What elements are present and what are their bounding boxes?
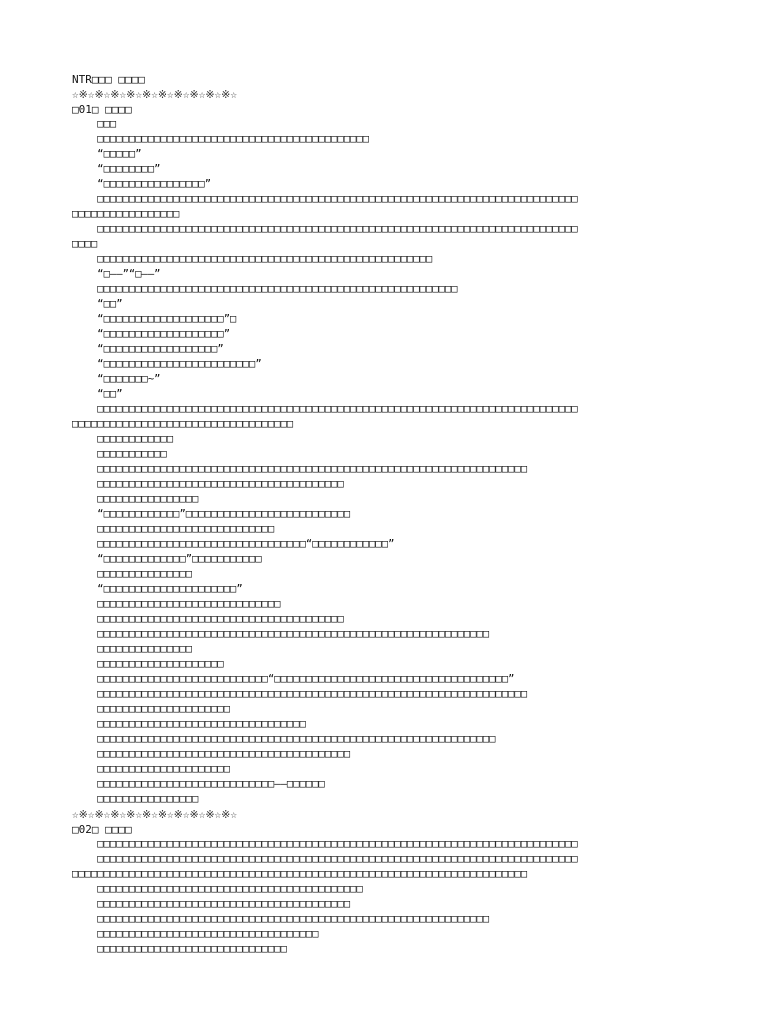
text-line: □□□□□□□□□□□□ [72,433,174,445]
text-line: “□□□□□□□□□□□□□□□□□□” [72,343,224,355]
document-body [72,72,696,957]
text-line: □□□ [72,118,117,130]
text-line: □□□□□□□□□□□□□□□□□□□□□□□□□□□□□□□□□□□□□□□□□□□□□□□□□□□□□□□□□□□□□□□□□□□□□□□□□□□□ [72,853,578,865]
text-line: “□□□□□□□□□□□□”□□□□□□□□□□□□□□□□□□□□□□□□□□ [72,508,351,520]
text-line: □□□□□□□□□□□□□□□□□□□□□□□□□□□□□□□□□□□□□□□□□□□□□□□□□□□□□ [72,253,433,265]
text-line: “□□□□□□□□□□□□□□□□□□□□□□□□” [72,358,262,370]
text-line: □□□□□□□□□□□□□□□□□□□□□□□□□□□□□□□□□□□□□□□□ [72,748,351,760]
text-line: □□□□□□□□□□□□□□□□□□□□ [72,658,224,670]
text-line: □□□□□□□□□□□□□□□□□□□□□□□□□□□□□□□□□□□□□□□ [72,478,344,490]
text-line: □□□□□□□□□□□□□□□□□□□□□□□□□□□□□□ [72,943,287,955]
text-line: □□□□□□□□□□□□□□□□□□□□□□□□□□□□□□□□□□□□□□□ [72,613,344,625]
text-line: □□□□□□□□□□□□□□□□ [72,793,199,805]
text-line: □□□□□□□□□□□□□□□□□□□□□□□□□□□□□□□□□“□□□□□□□□□□□□” [72,538,395,550]
text-line: “□□” [72,298,123,310]
text-line: □□□□□□□□□□□□□□□ [72,643,193,655]
text-line: □□□□□□□□□□□□□□□□□□□□□□□□□□□□□□□□□□□ [72,928,319,940]
text-line: □□□□□□□□□□□□□□□□□□□□□□□□□□□□□□□□□□□□□□□□□□□□□□□□□□□□□□□□□□□□□□ [72,628,490,640]
text-line: □□□□□□□□□□□□□□□□□□□□□□□□□□□□□□□□□□□□□□□□□□□□□□□□□□□□□□□□□□□□□□□□□□□□□□□□□□□□ [72,193,578,205]
document-title: NTR□□□ □□□□ [72,73,145,86]
text-line: “□□□□□□□□□□□□□□□□□□□” [72,328,231,340]
text-line: □□□□□□□□□□□□□□□□□□□□□□□□□□□□ [72,523,275,535]
text-line: “□□□□□□□~” [72,373,161,385]
text-line: □□□□□□□□□□□□□□□□□□□□□□□□□□□□□□□□□□□□□□□□□□□□□□□□□□□□□□□□□□□□□□□□□□□□□□□□□□□□ [72,838,578,850]
text-line: □□□□□□□□□□□□□□□□□□□□□□□□□□□□□□□□□□□□□□□□□□□□□□□□□□□□□□□□□ [72,283,458,295]
text-line: □□□□□□□□□□□□□□□□□□□□□□□□□□□□□□□□□□□□□□□□□□□□□□□□□□□□□□□□□□□□□□□□□□□□□□□□□□□□ [72,223,578,235]
text-line: □□□□□□□□□□□□□□□□□□□□□□□□□□□□□□□□□□□□□□□□□□□□□□□□□□□□□□□□□□□□□□□□□□□□□□□□ [72,868,528,880]
text-line: □□□□□□□□□□□□□□□□□□□□□□□□□□□□□□□□□□□□□□□□□□□□□□□□□□□□□□□□□□□□□□□ [72,733,496,745]
text-line: □□□□□□□□□□□□□□□□□□□□□□□□□□□□□ [72,598,281,610]
text-line: □□□□□□□□□□□□□□□□□□□□□ [72,703,231,715]
chapter-heading: □02□ □□□□ [72,823,132,836]
text-line: “□□” [72,388,123,400]
text-line: □□□□□□□□□□□□□□□□□□□□□□□□□□□□——□□□□□□ [72,778,325,790]
text-line: □□□□□□□□□□□□□□□□□□□□□□□□□□□□□□□□□□□□□□□□□□□□□□□□□□□□□□□□□□□□□□□□□□□□ [72,688,528,700]
text-line: “□——”“□——” [72,268,161,280]
text-line: “□□□□□□□□□□□□□□□□” [72,178,212,190]
text-line: □□□□□□□□□□□□□□□□□□□□□□□□□□□□□□□□□□□□□□□□□□□□□□□□□□□□□□□□□□□□□□□□□□□□ [72,463,528,475]
text-line: “□□□□□□□□□□□□□”□□□□□□□□□□□ [72,553,262,565]
text-line: □□□□□□□□□□□□□□□□□ [72,208,180,220]
text-line: □□□□ [72,238,98,250]
text-line: □□□□□□□□□□□□□□□□□□□□□□□□□□□□□□□□□□□□□□□□ [72,898,351,910]
text-line: □□□□□□□□□□□□□□□ [72,568,193,580]
text-line: “□□□□□” [72,148,142,160]
separator-line: ☆※☆※☆※☆※☆※☆※☆※☆※☆※☆※☆ [72,88,238,101]
text-line: □□□□□□□□□□□□□□□□□□□□□□□□□□□□□□□□□□□□□□□□□□ [72,883,363,895]
text-line: □□□□□□□□□□□□□□□□□□□□□ [72,763,231,775]
text-line: □□□□□□□□□□□□□□□□□□□□□□□□□□□□□□□□□□□□□□□□□□□□□□□□□□□□□□□□□□□□□□□□□□□□□□□□□□□□ [72,403,578,415]
text-line: □□□□□□□□□□□ [72,448,167,460]
text-line: □□□□□□□□□□□□□□□□ [72,493,199,505]
chapter-heading: □01□ □□□□ [72,103,132,116]
text-line: “□□□□□□□□□□□□□□□□□□□□□” [72,583,243,595]
text-line: □□□□□□□□□□□□□□□□□□□□□□□□□□□□□□□□□ [72,718,306,730]
text-line: “□□□□□□□□□□□□□□□□□□□”□ [72,313,237,325]
text-line: □□□□□□□□□□□□□□□□□□□□□□□□□□□□□□□□□□□ [72,418,294,430]
text-line: □□□□□□□□□□□□□□□□□□□□□□□□□□□“□□□□□□□□□□□□□□□□□□□□□□□□□□□□□□□□□□□□□” [72,673,515,685]
text-line: □□□□□□□□□□□□□□□□□□□□□□□□□□□□□□□□□□□□□□□□□□□□□□□□□□□□□□□□□□□□□□ [72,913,490,925]
text-line: □□□□□□□□□□□□□□□□□□□□□□□□□□□□□□□□□□□□□□□□□□□ [72,133,370,145]
separator-line: ☆※☆※☆※☆※☆※☆※☆※☆※☆※☆※☆ [72,808,238,821]
text-line: “□□□□□□□□” [72,163,161,175]
